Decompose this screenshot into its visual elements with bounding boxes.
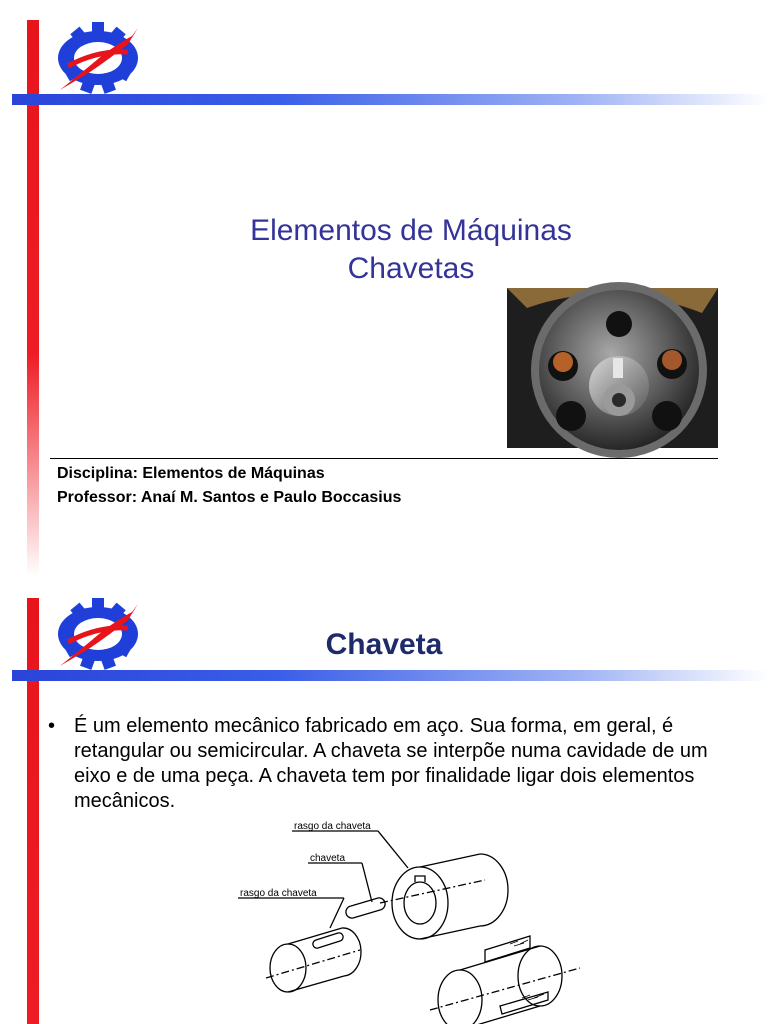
- label-rasgo-left: rasgo da chaveta: [240, 888, 317, 899]
- presentation-title: [150, 212, 672, 288]
- title-line-1: Elementos de Máquinas: [250, 214, 572, 247]
- slide-title: Chaveta: [325, 628, 443, 661]
- course-info: [57, 462, 401, 510]
- bullet-icon: •: [48, 715, 56, 737]
- discipline-text: Disciplina: Elementos de Máquinas: [57, 465, 325, 482]
- title-line-2: Chavetas: [347, 252, 475, 285]
- gear-shaft-photo: [507, 288, 718, 448]
- divider-line: [50, 458, 718, 459]
- label-chaveta: chaveta: [310, 853, 346, 864]
- gear-logo-icon: [48, 20, 148, 96]
- key-diagram: [230, 821, 590, 1024]
- bullet-text: É um elemento mecânico fabricado em aço. Sua forma, em geral, é retangular ou semicircular. A chaveta se interpõe numa cavidade de um eixo e de uma peça. A chaveta tem por finalidade ligar dois elementos mecânicos.: [74, 715, 708, 812]
- red-vertical-bar: [27, 598, 39, 1024]
- slide-2: [0, 596, 768, 1024]
- gear-logo-icon: [48, 596, 148, 672]
- bullet-item: [48, 714, 738, 814]
- label-rasgo-top: rasgo da chaveta: [294, 821, 371, 832]
- professor-text: Professor: Anaí M. Santos e Paulo Boccasius: [57, 489, 402, 506]
